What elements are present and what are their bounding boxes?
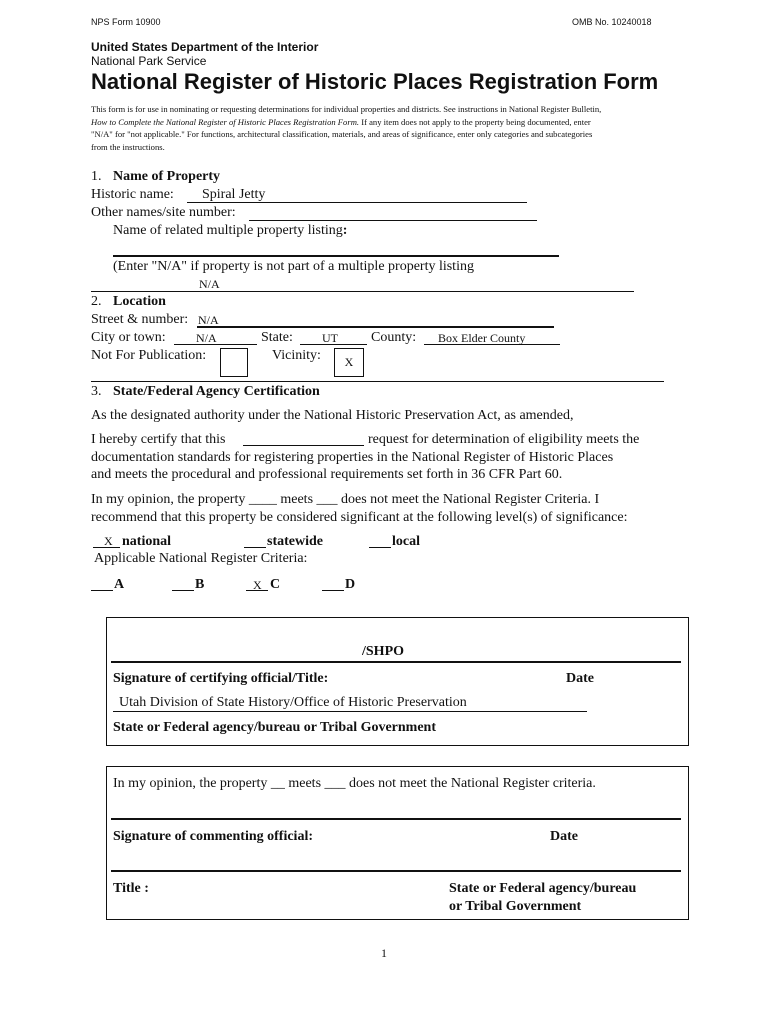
certifying-signature-line[interactable] — [111, 661, 681, 663]
intro-line-2-rest: If any item does not apply to the property being documented, enter — [359, 116, 591, 127]
commenting-title-line[interactable] — [111, 870, 681, 872]
section-2-divider — [91, 381, 664, 382]
commenting-agency-label-2: or Tribal Government — [449, 899, 582, 914]
certify-line-2: documentation standards for registering properties in the National Register of Historic Places — [91, 450, 614, 465]
other-names-field[interactable] — [249, 220, 537, 221]
national-mark: X — [104, 534, 113, 548]
other-names-label: Other names/site number: — [91, 205, 236, 220]
commenting-agency-label-1: State or Federal agency/bureau — [449, 881, 637, 896]
department-name: United States Department of the Interior — [91, 40, 319, 54]
section-3-heading: State/Federal Agency Certification — [113, 384, 320, 399]
state-label: State: — [261, 330, 293, 345]
criteria-b: B — [195, 577, 205, 592]
local-blank[interactable] — [369, 547, 391, 548]
not-for-publication-checkbox[interactable] — [220, 348, 248, 377]
intro-line-1: This form is for use in nominating or requesting determinations for individual properties and districts. See instructions in National Register Bulletin, — [91, 104, 602, 114]
section-2-heading: Location — [113, 294, 166, 309]
certifying-agency-line — [113, 711, 587, 712]
street-line — [197, 326, 554, 328]
street-field[interactable]: N/A — [198, 313, 219, 327]
commenting-opinion: In my opinion, the property __ meets ___ does not meet the National Register criteria. — [113, 776, 596, 791]
service-name: National Park Service — [91, 54, 207, 68]
page-title: National Register of Historic Places Registration Form — [91, 69, 659, 94]
criteria-a-blank[interactable] — [91, 590, 113, 591]
intro-bulletin-title: How to Complete the National Register of Historic Places Registration Form. — [91, 116, 360, 127]
intro-paragraph — [91, 103, 691, 153]
criteria-c-mark: X — [253, 578, 262, 592]
commenting-title-label: Title : — [113, 881, 149, 896]
vicinity-checkbox[interactable]: X — [334, 348, 364, 377]
multiple-listing-value[interactable]: N/A — [199, 277, 220, 291]
intro-line-3: "N/A" for "not applicable." For functions, architectural classification, materials, and areas of significance, enter only categories and subcategories — [91, 129, 593, 139]
certify-text-start: I hereby certify that this — [91, 432, 226, 447]
intro-line-4: from the instructions. — [91, 141, 165, 152]
intro-line-2 — [91, 116, 691, 129]
page-number: 1 — [381, 946, 387, 960]
statewide-blank[interactable] — [244, 547, 266, 548]
opinion-line-2: recommend that this property be considered significant at the following level(s) of significance: — [91, 510, 628, 525]
certify-text-end: request for determination of eligibility meets the — [368, 432, 640, 447]
certifying-signature-label: Signature of certifying official/Title: — [113, 671, 329, 686]
not-for-publication-label: Not For Publication: — [91, 348, 207, 363]
level-local: local — [392, 534, 420, 549]
section-1-divider — [91, 291, 634, 292]
city-field[interactable]: N/A — [196, 331, 217, 345]
opinion-line-1: In my opinion, the property ____ meets ___ does not meet the National Register Criteria. I — [91, 492, 600, 507]
certifying-date-label: Date — [566, 671, 594, 686]
level-statewide: statewide — [267, 534, 323, 549]
level-national: national — [122, 534, 172, 549]
multiple-listing-note: (Enter "N/A" if property is not part of a multiple property listing — [113, 259, 474, 274]
section-1-number: 1. — [91, 169, 102, 184]
form-number: NPS Form 10900 — [91, 17, 161, 27]
criteria-label: Applicable National Register Criteria: — [94, 551, 308, 566]
county-field[interactable]: Box Elder County — [438, 331, 526, 345]
historic-name-field[interactable]: Spiral Jetty — [202, 187, 266, 202]
criteria-c: C — [270, 577, 281, 592]
shpo-title: /SHPO — [362, 644, 405, 659]
commenting-signature-label: Signature of commenting official: — [113, 829, 313, 844]
county-label: County: — [371, 330, 417, 345]
multiple-listing-field[interactable] — [113, 255, 559, 257]
street-label: Street & number: — [91, 312, 189, 327]
section-2-number: 2. — [91, 294, 102, 309]
city-label: City or town: — [91, 330, 166, 345]
vicinity-label: Vicinity: — [272, 348, 321, 363]
multiple-listing-label — [113, 223, 347, 239]
historic-name-label: Historic name: — [91, 187, 174, 202]
commenting-date-label: Date — [550, 829, 578, 844]
commenting-signature-line[interactable] — [111, 818, 681, 820]
certify-line-3: and meets the procedural and professional requirements set forth in 36 CFR Part 60. — [91, 467, 563, 482]
section-3-number: 3. — [91, 384, 102, 399]
criteria-b-blank[interactable] — [172, 590, 194, 591]
state-field[interactable]: UT — [322, 331, 338, 345]
multiple-listing-label-text: Name of related multiple property listing — [113, 223, 343, 238]
criteria-a: A — [114, 577, 125, 592]
section-1-heading: Name of Property — [113, 169, 221, 184]
criteria-d-blank[interactable] — [322, 590, 344, 591]
certify-request-blank[interactable] — [243, 445, 364, 446]
certifying-agency-field[interactable]: Utah Division of State History/Office of Historic Preservation — [119, 695, 467, 710]
certifying-agency-label: State or Federal agency/bureau or Tribal Government — [113, 720, 437, 735]
certification-paragraph-1: As the designated authority under the National Historic Preservation Act, as amended, — [91, 408, 574, 423]
omb-number: OMB No. 10240018 — [572, 17, 652, 27]
multiple-listing-colon: : — [342, 223, 348, 238]
criteria-d: D — [345, 577, 356, 592]
